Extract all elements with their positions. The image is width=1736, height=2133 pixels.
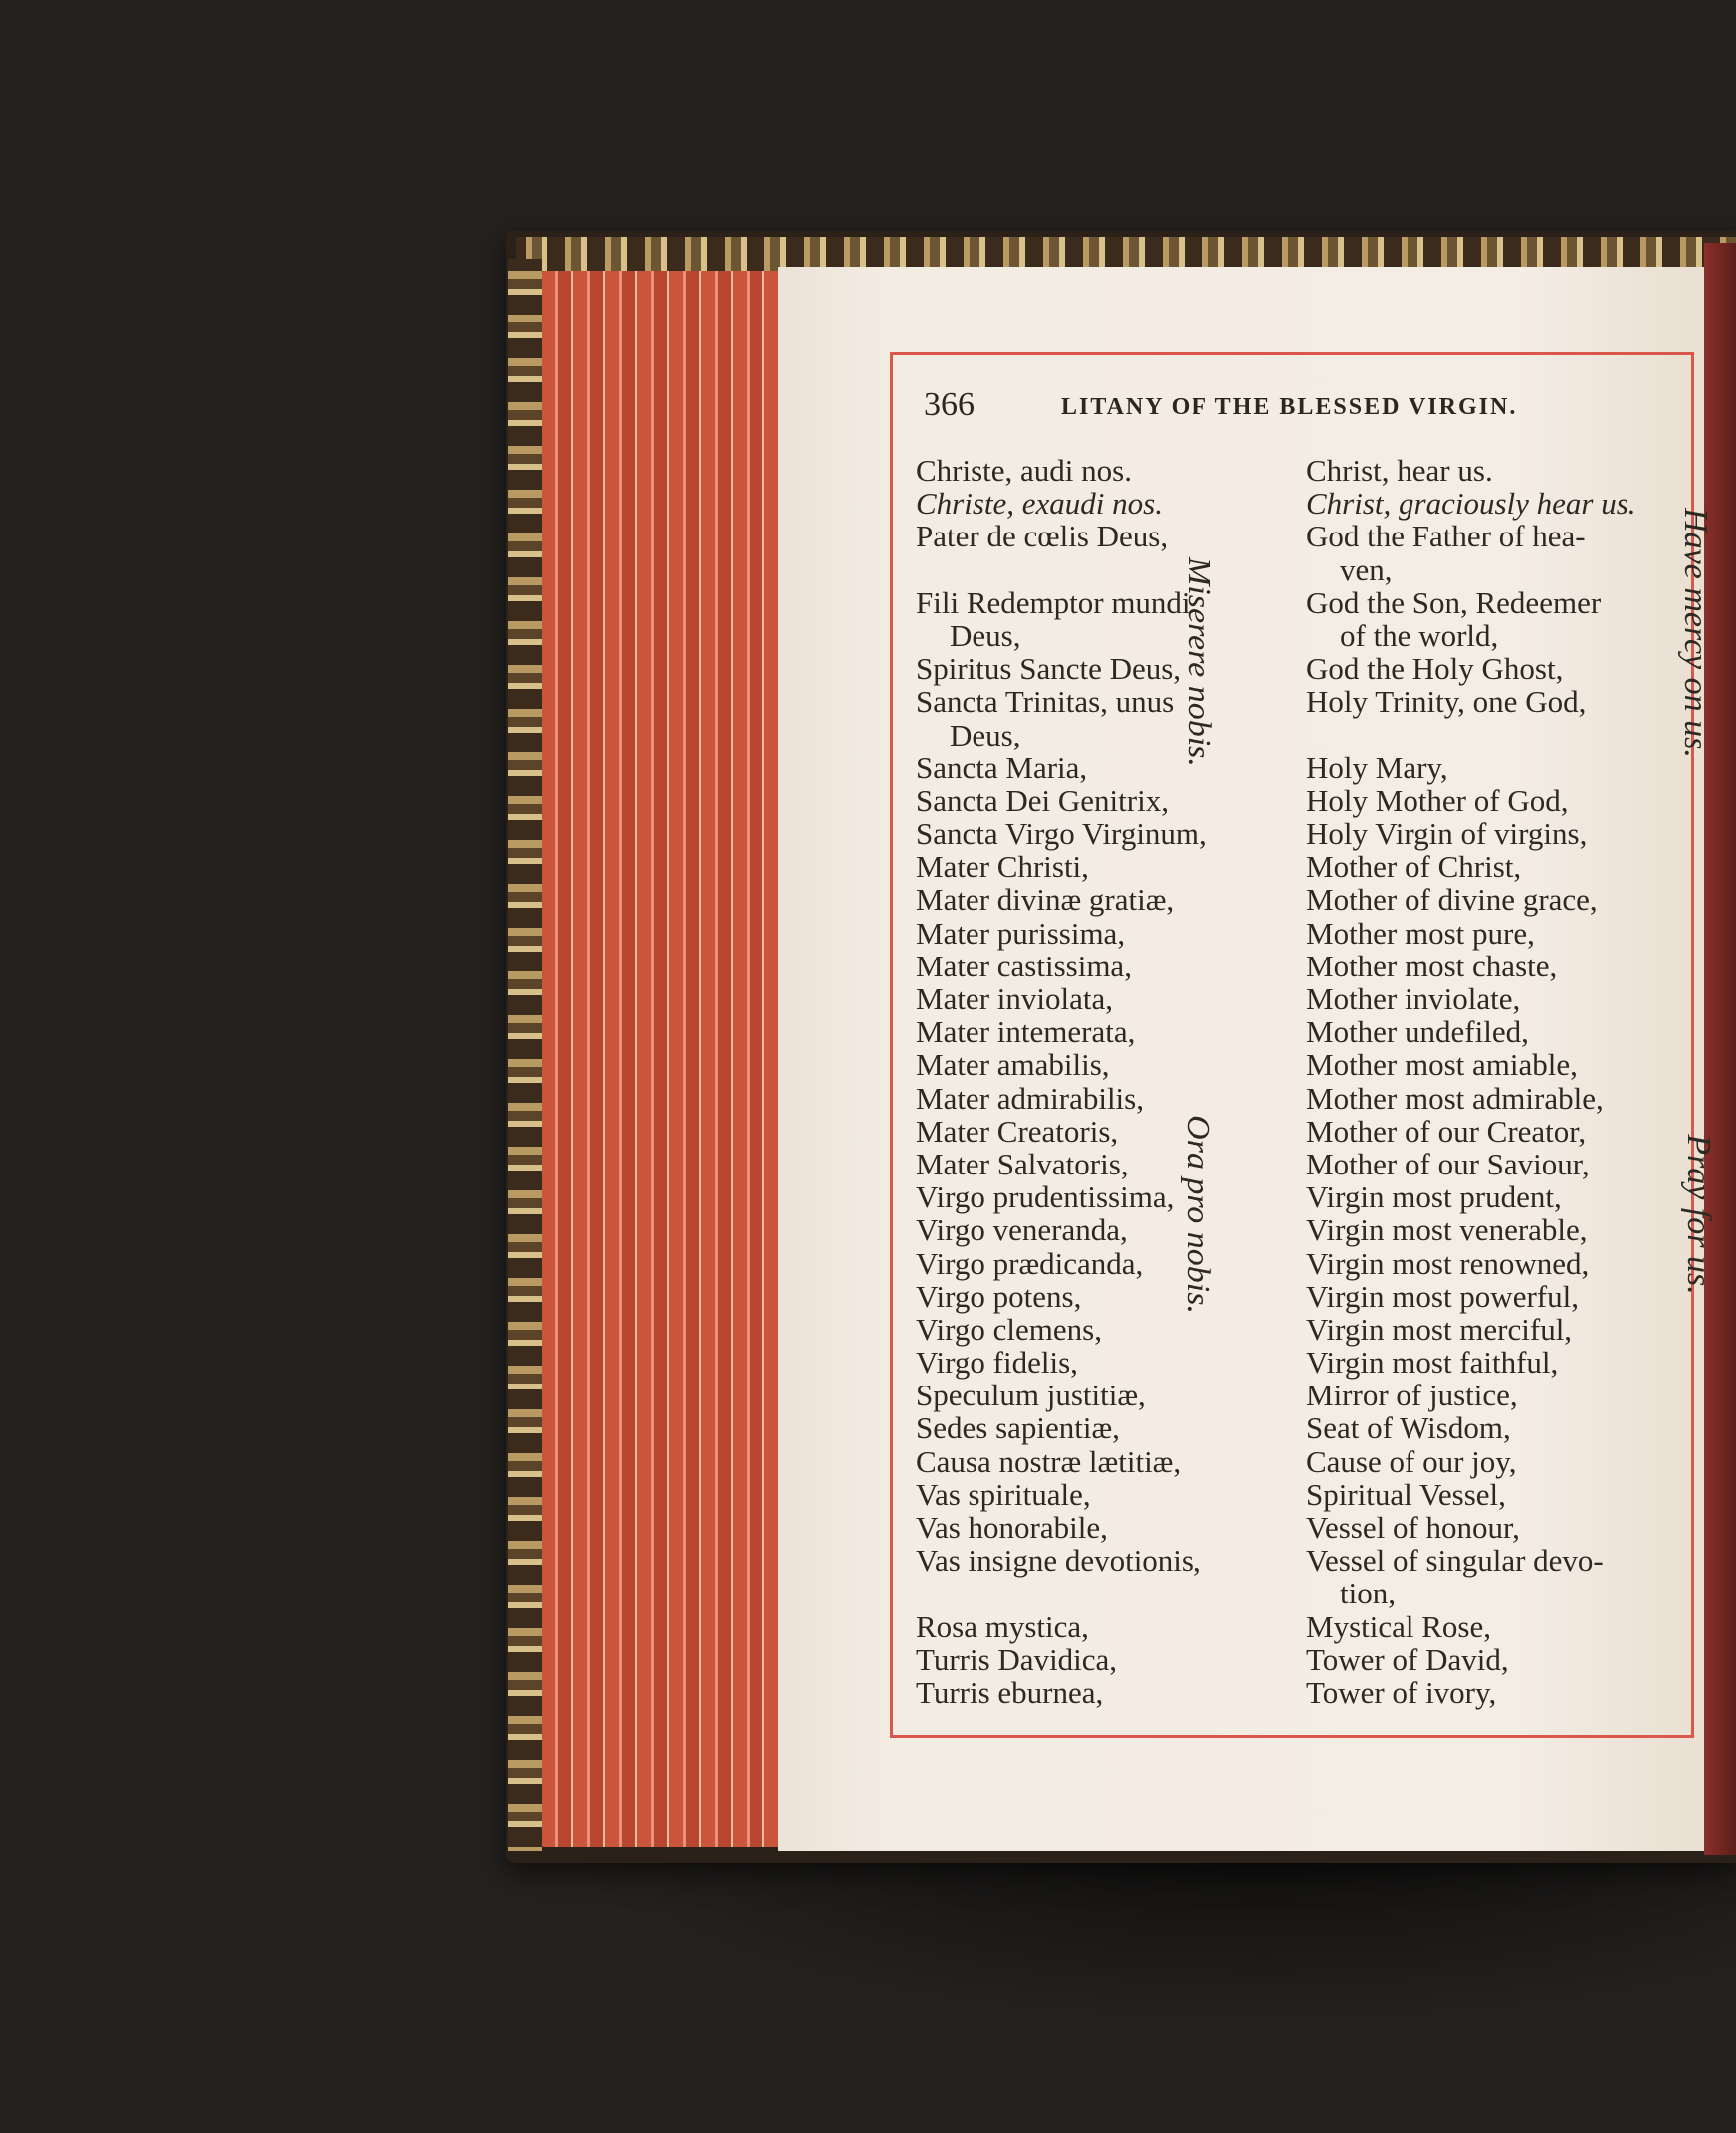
latin-line: Fili Redemptor mundi (916, 584, 1191, 620)
english-line: Mother most pure, (1306, 915, 1535, 951)
english-line: Virgin most faithful, (1306, 1345, 1559, 1381)
latin-line: Christe, exaudi nos. (916, 486, 1163, 522)
english-line: Virgin most powerful, (1306, 1278, 1579, 1314)
english-line: Mother of Christ, (1306, 849, 1522, 885)
latin-line: Sancta Maria, (916, 749, 1088, 785)
latin-line: Deus, (950, 717, 1021, 752)
english-line: Holy Mary, (1306, 749, 1448, 785)
latin-line: Virgo prædicanda, (916, 1245, 1144, 1281)
response-have-mercy: Have mercy on us. (1677, 508, 1714, 758)
latin-line: Deus, (950, 617, 1021, 653)
english-line: Virgin most prudent, (1306, 1179, 1562, 1215)
english-line: Cause of our joy, (1306, 1443, 1517, 1479)
latin-line: Rosa mystica, (916, 1608, 1089, 1644)
latin-line: Turris Davidica, (916, 1641, 1118, 1677)
english-line: tion, (1340, 1576, 1396, 1611)
latin-line: Mater Salvatoris, (916, 1146, 1129, 1181)
page-number: 366 (924, 386, 975, 423)
latin-line: Mater intemerata, (916, 1014, 1136, 1050)
english-column (1306, 454, 1674, 1709)
latin-line: Pater de cœlis Deus, (916, 519, 1169, 554)
latin-line: Virgo fidelis, (916, 1345, 1078, 1381)
latin-line: Virgo potens, (916, 1278, 1082, 1314)
english-line: Virgin most merciful, (1306, 1311, 1573, 1347)
latin-line: Turris eburnea, (916, 1674, 1104, 1710)
latin-line: Sedes sapientiæ, (916, 1410, 1120, 1446)
latin-line: Virgo prudentissima, (916, 1179, 1175, 1215)
english-line: Vessel of singular devo- (1306, 1543, 1604, 1579)
english-line: Virgin most venerable, (1306, 1212, 1588, 1248)
english-line: Seat of Wisdom, (1306, 1410, 1511, 1446)
english-line: God the Father of hea- (1306, 519, 1586, 554)
latin-line: Mater divinæ gratiæ, (916, 882, 1175, 918)
english-line: Holy Mother of God, (1306, 782, 1569, 818)
english-line: of the world, (1340, 617, 1499, 653)
english-line: Tower of David, (1306, 1641, 1509, 1677)
latin-line: Mater purissima, (916, 915, 1126, 951)
latin-line: Vas spirituale, (916, 1476, 1091, 1512)
gilt-left-edge (508, 259, 542, 1851)
latin-line: Spiritus Sancte Deus, (916, 651, 1182, 687)
latin-line: Sancta Virgo Virginum, (916, 816, 1207, 852)
english-line: God the Holy Ghost, (1306, 651, 1564, 687)
english-line: Mystical Rose, (1306, 1608, 1491, 1644)
english-line: ven, (1340, 551, 1393, 587)
english-line: Holy Trinity, one God, (1306, 684, 1587, 720)
latin-line: Vas honorabile, (916, 1510, 1108, 1545)
latin-line: Mater Christi, (916, 849, 1089, 885)
english-line: Vessel of honour, (1306, 1510, 1520, 1545)
latin-line: Mater admirabilis, (916, 1080, 1144, 1116)
latin-line: Causa nostræ lætitiæ, (916, 1443, 1182, 1479)
english-line: Mother inviolate, (1306, 981, 1521, 1016)
latin-line: Sancta Dei Genitrix, (916, 782, 1169, 818)
latin-line: Vas insigne devotionis, (916, 1543, 1201, 1579)
english-line: Mother of our Saviour, (1306, 1146, 1590, 1181)
english-line: Mother most amiable, (1306, 1047, 1578, 1083)
english-line: Christ, hear us. (1306, 453, 1493, 488)
running-head: LITANY OF THE BLESSED VIRGIN. (1061, 394, 1518, 420)
latin-line: Mater Creatoris, (916, 1113, 1119, 1149)
latin-line: Sancta Trinitas, unus (916, 684, 1175, 720)
english-line: Holy Virgin of virgins, (1306, 816, 1588, 852)
latin-line: Virgo veneranda, (916, 1212, 1128, 1248)
english-line: Christ, graciously hear us. (1306, 486, 1636, 522)
english-line: Mother undefiled, (1306, 1014, 1529, 1050)
response-pray-for-us: Pray for us. (1680, 1134, 1717, 1295)
english-line: Mirror of justice, (1306, 1378, 1518, 1413)
latin-line: Mater amabilis, (916, 1047, 1110, 1083)
english-line (1306, 719, 1674, 751)
response-miserere: Miserere nobis. (1181, 557, 1217, 767)
latin-line: Speculum justitiæ, (916, 1378, 1146, 1413)
english-line: Mother of our Creator, (1306, 1113, 1587, 1149)
latin-line: Mater inviolata, (916, 981, 1113, 1016)
response-ora-pro-nobis: Ora pro nobis. (1180, 1115, 1216, 1314)
facing-page-edge (1704, 243, 1736, 1855)
page-edges (542, 271, 784, 1847)
english-line: Mother most admirable, (1306, 1080, 1604, 1116)
english-line: Spiritual Vessel, (1306, 1476, 1506, 1512)
latin-line (916, 1577, 1254, 1609)
english-line: Mother most chaste, (1306, 948, 1558, 983)
latin-line: Virgo clemens, (916, 1311, 1102, 1347)
page-header (924, 386, 1670, 438)
english-line: Mother of divine grace, (1306, 882, 1598, 918)
english-line: Virgin most renowned, (1306, 1245, 1590, 1281)
latin-line: Christe, audi nos. (916, 453, 1132, 488)
english-line: Tower of ivory, (1306, 1674, 1497, 1710)
latin-line: Mater castissima, (916, 948, 1132, 983)
english-line: God the Son, Redeemer (1306, 584, 1602, 620)
